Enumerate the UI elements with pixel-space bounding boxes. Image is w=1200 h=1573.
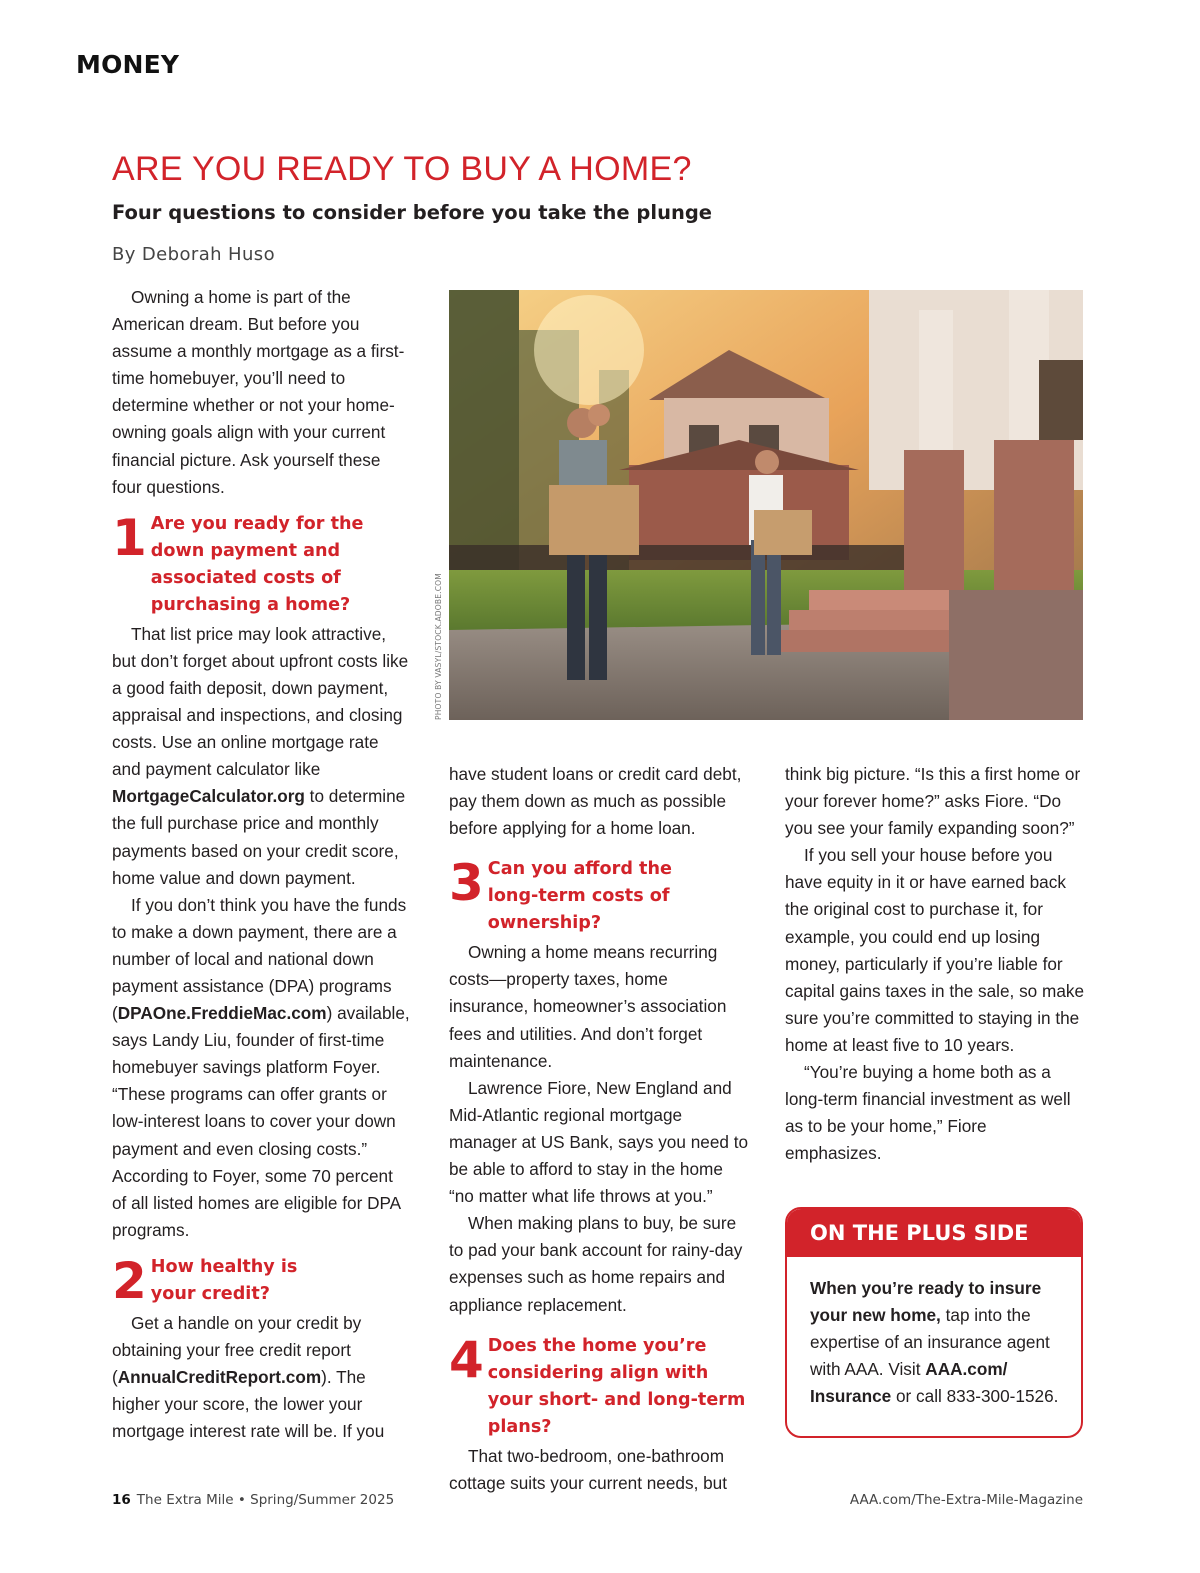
intro-paragraph: Owning a home is part of the American dream. But before you assume a monthly mortgage as a first-time homebuyer, you’ll need to determine whether or not your home-owning goals align with your current financial picture. Ask yourself these four questions. bbox=[112, 287, 405, 497]
publication-name: The Extra Mile • Spring/Summer 2025 bbox=[136, 1492, 395, 1508]
text-run: If you don’t think you have the funds to make a down payment, there are a number of local and national down payment assistance (DPA) programs ( bbox=[112, 894, 407, 1024]
body-paragraph: If you sell your house before you have equity in it or have earned back the original cost to purchase it, for example, you could end up losing money, particularly if you’re liable for capital gains taxes in the sale, so make sure you’re committed to staying in the home at least five to 10 years. bbox=[785, 845, 1085, 1055]
text-run: to determine the full purchase price and monthly payments based on your credit score, home value and down payment. bbox=[112, 786, 406, 888]
question-number: 1 bbox=[112, 508, 147, 567]
link-mortgage-calculator[interactable]: MortgageCalculator.org bbox=[112, 786, 305, 807]
text-run: or call 833-300-1526. bbox=[891, 1386, 1059, 1407]
link-dpaone[interactable]: DPAOne.FreddieMac.com bbox=[117, 1003, 327, 1024]
column-1 bbox=[112, 284, 410, 1445]
body-paragraph: Owning a home means recurring costs—property taxes, home insurance, homeowner’s association fees and utilities. And don’t forget maintenance. bbox=[449, 942, 727, 1071]
column-2 bbox=[449, 761, 751, 1497]
text-run: ). The higher your score, the lower your mortgage interest rate will be. If you bbox=[112, 1367, 385, 1442]
body-paragraph: think big picture. “Is this a first home or your forever home?” asks Fiore. “Do you see your family expanding soon?” bbox=[785, 764, 1081, 839]
page-footer bbox=[112, 1492, 394, 1508]
body-paragraph: When making plans to buy, be sure to pad your bank account for rainy-day expenses such as home repairs and appliance replacement. bbox=[449, 1213, 743, 1315]
couple-moving-photo bbox=[449, 290, 1083, 720]
article-deck: Four questions to consider before you take the plunge bbox=[112, 201, 713, 224]
question-text: Are you ready for the down payment and associated costs of purchasing a home? bbox=[150, 513, 364, 615]
callout-title: ON THE PLUS SIDE bbox=[787, 1209, 1081, 1257]
body-paragraph: have student loans or credit card debt, pay them down as much as possible before applying for a home loan. bbox=[449, 764, 742, 839]
body-paragraph bbox=[112, 1310, 410, 1445]
body-paragraph: “You’re buying a home both as a long-term financial investment as well as to be your home,” Fiore emphasizes. bbox=[785, 1062, 1071, 1164]
article-headline: ARE YOU READY TO BUY A HOME? bbox=[112, 150, 692, 188]
link-aaa-insurance[interactable]: AAA.com/ Insurance bbox=[810, 1359, 1008, 1407]
question-3 bbox=[449, 856, 751, 937]
question-number: 4 bbox=[449, 1330, 484, 1389]
body-paragraph bbox=[112, 621, 410, 892]
question-1 bbox=[112, 508, 410, 619]
question-number: 3 bbox=[449, 854, 484, 913]
callout-body bbox=[787, 1257, 1081, 1410]
plus-side-callout bbox=[785, 1207, 1083, 1438]
question-number: 2 bbox=[112, 1251, 147, 1310]
section-label: MONEY bbox=[76, 50, 180, 79]
link-annual-credit-report[interactable]: AnnualCreditReport.com bbox=[117, 1367, 322, 1388]
byline: By Deborah Huso bbox=[112, 244, 275, 265]
body-paragraph: That two-bedroom, one-bathroom cottage suits your current needs, but bbox=[449, 1445, 728, 1493]
text-run: Get a handle on your credit by obtaining your free credit report ( bbox=[112, 1312, 362, 1388]
callout-lead: When you’re ready to insure your new home, bbox=[810, 1278, 1042, 1326]
question-text: How healthy is your credit? bbox=[150, 1256, 298, 1304]
question-4 bbox=[449, 1330, 751, 1441]
text-run: tap into the expertise of an insurance agent with AAA. Visit bbox=[810, 1305, 1050, 1380]
magazine-url[interactable]: AAA.com/The-Extra-Mile-Magazine bbox=[849, 1492, 1083, 1508]
column-3 bbox=[785, 761, 1085, 1167]
text-run: ) available, says Landy Liu, founder of first-time homebuyer savings platform Foyer. “These programs can offer grants or low-interest loans to cover your down payment and even closing costs.” According to Foyer, some 70 percent of all listed homes are eligible for DPA programs. bbox=[112, 1003, 410, 1240]
body-paragraph bbox=[112, 892, 410, 1244]
body-paragraph: Lawrence Fiore, New England and Mid-Atlantic regional mortgage manager at US Bank, says you need to be able to afford to stay in the home “no matter what life throws at you.” bbox=[449, 1077, 749, 1207]
question-text: Does the home you’re considering align with your short- and long-term plans? bbox=[487, 1335, 746, 1437]
hero-photo bbox=[449, 290, 1083, 720]
text-run: That list price may look attractive, but don’t forget about upfront costs like a good faith deposit, down payment, appraisal and inspections, and closing costs. Use an online mortgage rate and payment calculator like bbox=[112, 623, 409, 780]
question-text: Can you afford the long-term costs of ownership? bbox=[487, 859, 672, 934]
page-number: 16 bbox=[112, 1492, 131, 1508]
photo-credit: PHOTO BY VASYL/STOCK.ADOBE.COM bbox=[434, 573, 443, 720]
question-2 bbox=[112, 1251, 410, 1310]
